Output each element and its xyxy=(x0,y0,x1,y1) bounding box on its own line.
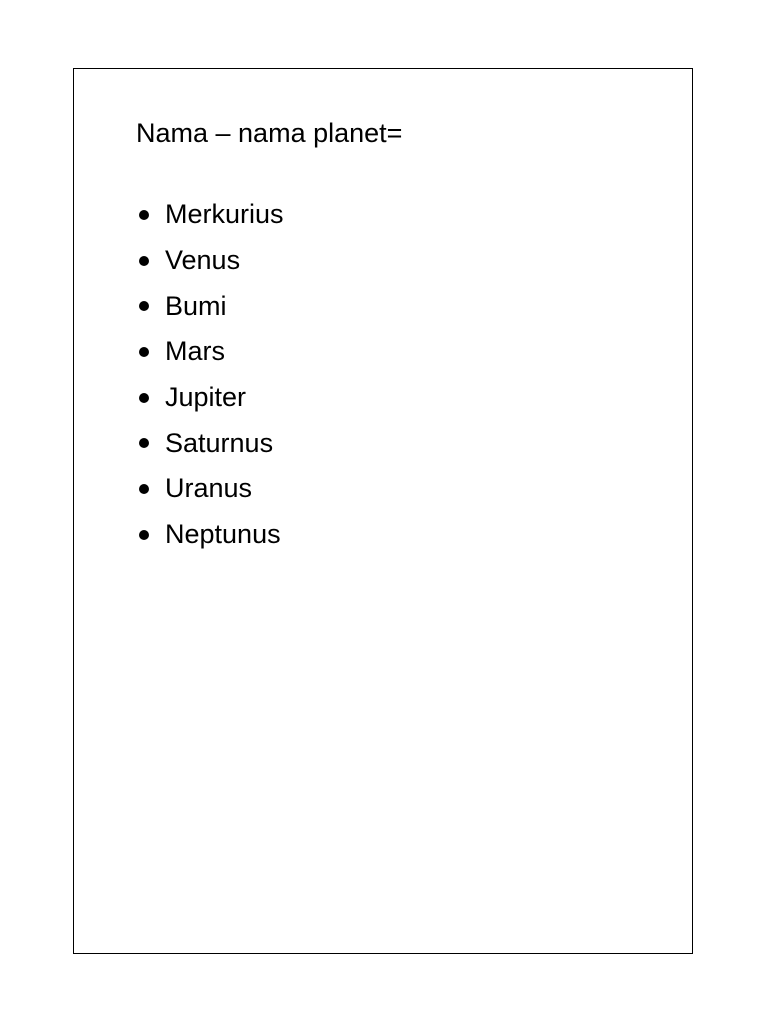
bullet-icon xyxy=(139,347,149,357)
list-item xyxy=(136,192,284,238)
list-item xyxy=(136,466,284,512)
planet-name: Mars xyxy=(165,336,225,367)
planet-name: Uranus xyxy=(165,473,253,504)
bullet-icon xyxy=(139,530,149,540)
planet-name: Bumi xyxy=(165,290,227,321)
list-item xyxy=(136,420,284,466)
planet-name: Venus xyxy=(165,245,241,276)
document-heading: Nama – nama planet= xyxy=(136,118,403,148)
planet-name: Neptunus xyxy=(165,519,281,550)
bullet-icon xyxy=(139,393,149,403)
planet-name: Merkurius xyxy=(165,199,284,230)
bullet-icon xyxy=(139,301,149,311)
bullet-icon xyxy=(139,438,149,448)
bullet-icon xyxy=(139,210,149,220)
bullet-icon xyxy=(139,484,149,494)
document-page xyxy=(73,68,693,954)
list-item xyxy=(136,329,284,375)
list-item xyxy=(136,375,284,421)
bullet-icon xyxy=(139,256,149,266)
planet-name: Jupiter xyxy=(165,382,247,413)
planet-name: Saturnus xyxy=(165,427,274,458)
list-item xyxy=(136,238,284,284)
list-item xyxy=(136,512,284,558)
planet-list xyxy=(136,192,284,558)
list-item xyxy=(136,283,284,329)
